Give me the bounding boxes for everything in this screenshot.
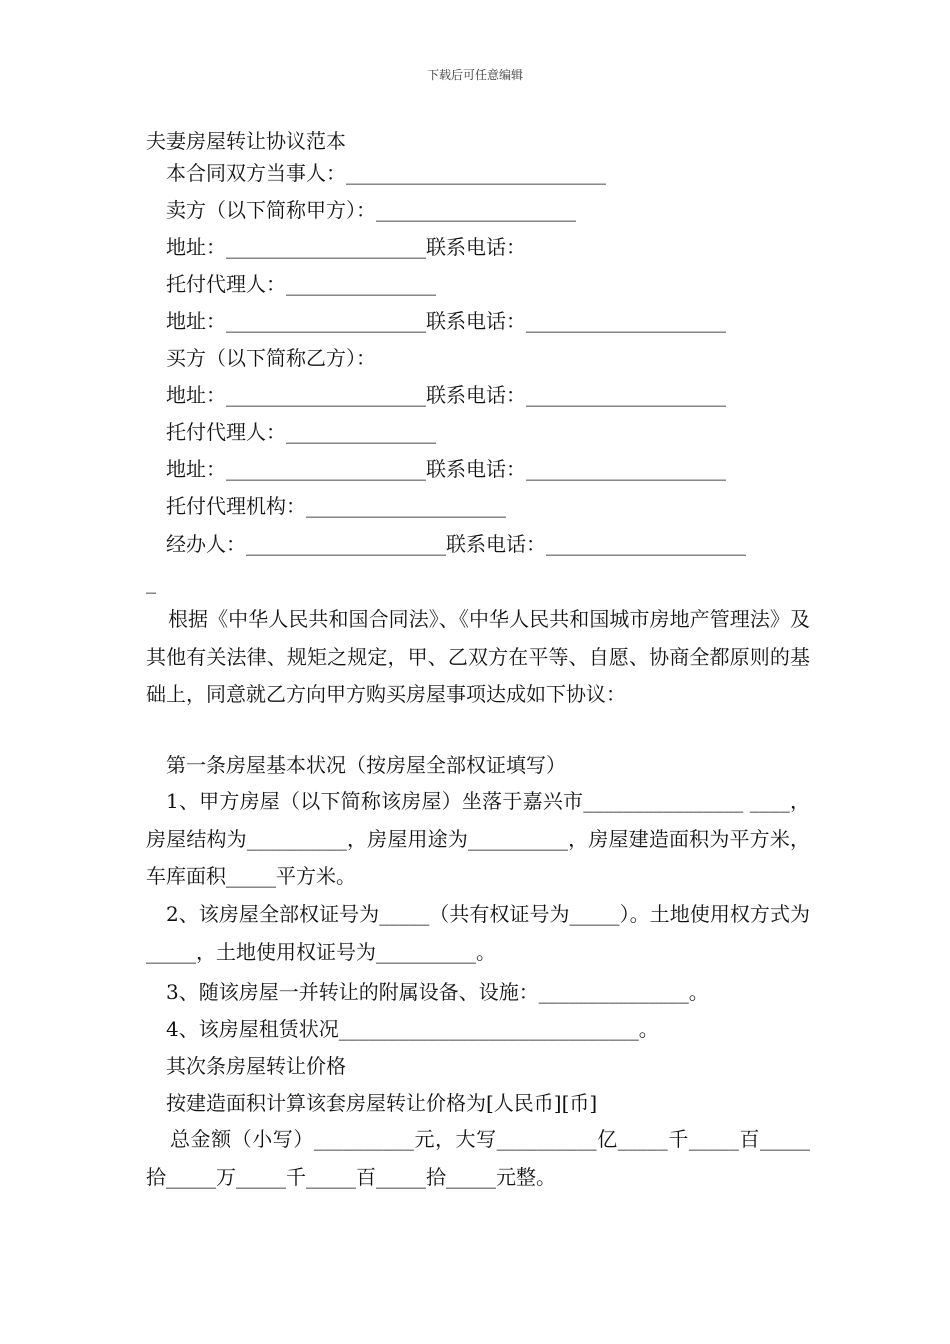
article-2-title: 其次条房屋转让价格 <box>166 1054 346 1078</box>
parties-line: 本合同双方当事人：__________________________ <box>166 161 606 185</box>
article-1-title: 第一条房屋基本状况（按房屋全部权证填写） <box>166 753 566 777</box>
buyer-line: 买方（以下简称乙方）： <box>166 346 376 370</box>
seller-address-line: 地址：____________________联系电话： <box>166 235 526 259</box>
total-amount-paragraph: 总金额（小写）__________元，大写__________亿_____千_____百_____拾_____万_____千_____百_____拾_____元整。 <box>146 1127 810 1189</box>
price-line: 按建造面积计算该套房屋转让价格为[人民币][币] <box>166 1091 598 1115</box>
page-header: 下载后可任意编辑 <box>426 68 523 82</box>
agency-line: 托付代理机构：____________________ <box>166 494 506 518</box>
document-title: 夫妻房屋转让协议范本 <box>146 129 346 153</box>
preamble-paragraph: 根据《中华人民共和国合同法》、《中华人民共和国城市房地产管理法》及其他有关法律、规矩之规定，甲、乙双方在平等、自愿、协商全都原则的基础上，同意就乙方向甲方购买房屋事项达成如下协议： <box>146 607 810 706</box>
seller-agent-line: 托付代理人：_______________ <box>166 272 436 296</box>
article-1-item-2: 2、该房屋全部权证号为_____（共有权证号为_____）。土地使用权方式为_____，土地使用权证号为__________。 <box>146 902 810 964</box>
handler-line: 经办人：____________________联系电话：____________________ <box>166 532 746 556</box>
seller-line: 卖方（以下简称甲方）：____________________ <box>166 198 576 222</box>
article-1-item-3: 3、随该房屋一并转让的附属设备、设施：_______________。 <box>166 980 709 1004</box>
buyer-address-line: 地址：____________________联系电话：____________________ <box>166 383 726 407</box>
handler-line-overflow: _ <box>146 570 156 594</box>
article-1-item-4: 4、该房屋租赁状况______________________________。 <box>166 1017 659 1041</box>
seller-agent-address-line: 地址：____________________联系电话：____________________ <box>166 309 726 333</box>
buyer-agent-address-line: 地址：____________________联系电话：____________________ <box>166 457 726 481</box>
buyer-agent-line: 托付代理人：_______________ <box>166 420 436 444</box>
article-1-item-1: 1、甲方房屋（以下简称该房屋）坐落于嘉兴市________________ ____，房屋结构为__________，房屋用途为__________，房屋建造面积为平方米，车库面积_____平方米。 <box>146 789 810 888</box>
